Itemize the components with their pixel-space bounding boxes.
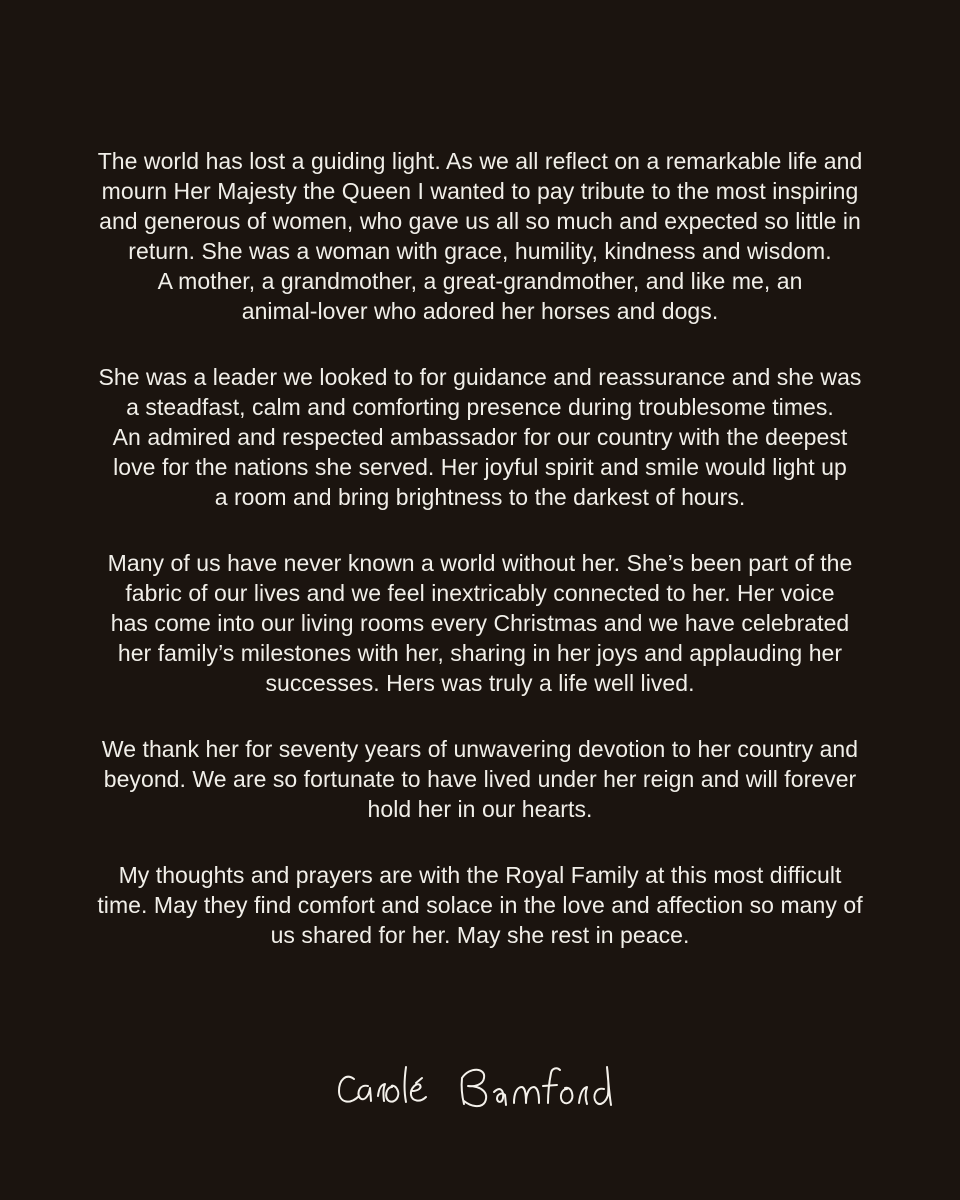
signature-icon [334,1058,636,1112]
statement-line: her family’s milestones with her, sharing in her joys and applauding her [117,640,843,666]
statement-line: love for the nations she served. Her joyful spirit and smile would light up [113,454,847,480]
statement-line: a steadfast, calm and comforting presence during troublesome times. [126,394,834,420]
statement-line: We thank her for seventy years of unwavering devotion to her country and [101,736,859,762]
statement-line: A mother, a grandmother, a great-grandmother, and like me, an [157,268,803,294]
statement-line: The world has lost a guiding light. As we all reflect on a remarkable life and [97,148,863,174]
statement-line: She was a leader we looked to for guidance and reassurance and she was [98,364,862,390]
paragraph-2 [0,362,960,512]
handwritten-signature [334,1058,636,1112]
paragraph-4 [0,734,960,824]
paragraph-5 [0,860,960,950]
paragraph-1 [0,146,960,326]
statement-line: return. She was a woman with grace, humility, kindness and wisdom. [128,238,832,264]
statement-line: and generous of women, who gave us all so much and expected so little in [99,208,861,234]
statement-line: fabric of our lives and we feel inextricably connected to her. Her voice [125,580,835,606]
statement-line: us shared for her. May she rest in peace. [270,922,690,948]
statement-line: successes. Hers was truly a life well lived. [265,670,695,696]
statement-line: hold her in our hearts. [367,796,593,822]
tribute-statement [0,146,960,950]
statement-line: Many of us have never known a world without her. She’s been part of the [107,550,853,576]
paragraph-3 [0,548,960,698]
statement-line: My thoughts and prayers are with the Royal Family at this most difficult [118,862,842,888]
statement-line: An admired and respected ambassador for our country with the deepest [112,424,848,450]
statement-line: time. May they find comfort and solace in the love and affection so many of [97,892,863,918]
statement-line: mourn Her Majesty the Queen I wanted to pay tribute to the most inspiring [101,178,859,204]
statement-line: animal-lover who adored her horses and dogs. [241,298,719,324]
statement-line: beyond. We are so fortunate to have lived under her reign and will forever [103,766,857,792]
statement-line: a room and bring brightness to the darkest of hours. [214,484,746,510]
statement-line: has come into our living rooms every Christmas and we have celebrated [110,610,850,636]
